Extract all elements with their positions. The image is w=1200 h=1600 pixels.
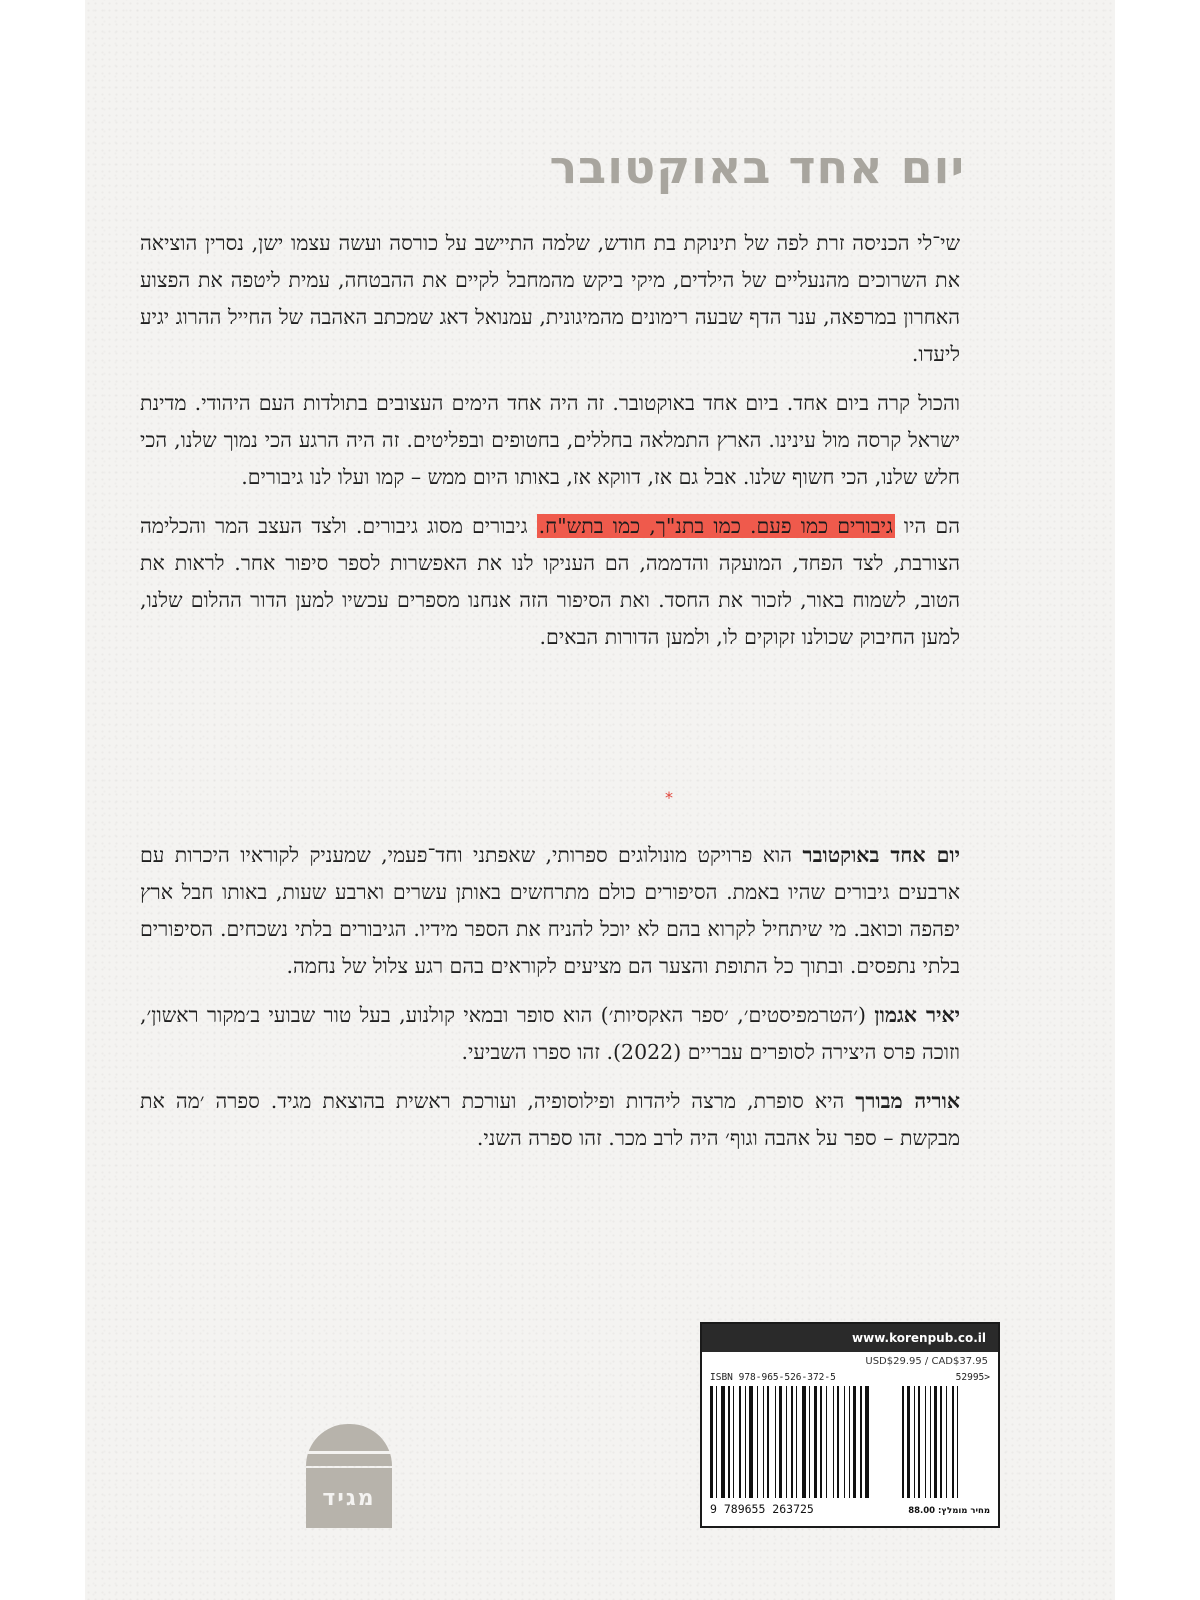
about-text <box>140 837 960 1169</box>
supplement-bar <box>952 1386 954 1498</box>
barcode-bar <box>721 1386 725 1498</box>
barcode-bar <box>820 1386 822 1498</box>
author-name-bold: יאיר אגמון <box>874 1003 960 1027</box>
editor-name-bold: אוריה מבורך <box>855 1089 960 1113</box>
barcode-bar <box>826 1386 827 1498</box>
isbn-label: ISBN 978-965-526-372-5 <box>710 1372 836 1383</box>
barcode-bar <box>853 1386 856 1498</box>
barcode-bar <box>860 1386 862 1498</box>
suggested-price: מחיר מומלץ: 88.00 <box>908 1506 990 1516</box>
author-bio-paragraph <box>140 997 960 1071</box>
barcode-bar <box>865 1386 869 1498</box>
supplement-bar <box>914 1386 915 1498</box>
barcode-bar <box>791 1386 793 1498</box>
supplement-bar <box>940 1386 942 1498</box>
publisher-logo <box>306 1424 392 1528</box>
logo-divider-line <box>306 1451 392 1454</box>
editor-bio-paragraph <box>140 1083 960 1157</box>
supplement-bar <box>902 1386 904 1498</box>
barcode-bar <box>739 1386 741 1498</box>
barcode-block <box>700 1322 1000 1528</box>
author-bio-rest: (׳הטרמפיסטים׳, ׳ספר האקסיות׳) הוא סופר ובמאי קולנוע, בעל טור שבועי ב׳מקור ראשון׳, וזוכה פרס היצירה לסופרים עבריים (2022). זהו ספרו השביעי. <box>140 1003 960 1064</box>
barcode-bar <box>786 1386 787 1498</box>
supplement-bar <box>946 1386 947 1498</box>
barcode-bar <box>749 1386 753 1498</box>
barcode-bar <box>849 1386 850 1498</box>
logo-dome-shape <box>306 1424 392 1466</box>
intro-paragraph-1: שי־לי הכניסה זרת לפה של תינוקת בת חודש, שלמה התיישב על כורסה ועשה עצמו ישן, נסרין הוציאה את השרוכים מהנעליים של הילדים, מיקי ביקש מהמחבל לקיים את ההבטחה, עמית ליטפה את הפצוע האחרון במרפאה, ענר הדף שבעה רימונים מהמיגונית, עמנואל דאג שמכתב האהבה של החייל ההרוג יגיע ליעדו. <box>140 231 960 366</box>
barcode-bar <box>775 1386 776 1498</box>
supplement-bar <box>957 1386 958 1498</box>
supplement-bar <box>930 1386 931 1498</box>
barcode-number: 9 789655 263725 <box>710 1502 814 1516</box>
barcode-bar <box>733 1386 734 1498</box>
barcode-bar <box>767 1386 769 1498</box>
barcode-bar <box>796 1386 797 1498</box>
highlighted-phrase: גיבורים כמו פעם. כמו בתנ"ך, כמו בתש"ח. <box>538 514 893 538</box>
barcode-bar <box>809 1386 810 1498</box>
barcode-bar <box>814 1386 817 1498</box>
supplement-bar <box>934 1386 937 1498</box>
barcode-bars <box>708 1386 992 1498</box>
barcode-bar <box>837 1386 839 1498</box>
barcode-bar <box>844 1386 845 1498</box>
separator-asterisk: * <box>665 788 673 807</box>
intro-paragraph-3 <box>140 508 960 656</box>
intro-paragraph-2: והכול קרה ביום אחד. ביום אחד באוקטובר. זה היה אחד הימים העצובים בתולדות העם היהודי. מדינת ישראל קרסה מול עינינו. הארץ התמלאה בחללים, בחטופים ובפליטים. זה היה הרגע הכי נמוך שלנו, הכי חלש שלנו, הכי חשוף שלנו. אבל גם אז, דווקא אז, באותו היום ממש – קמו ועלו לנו גיבורים. <box>140 391 960 489</box>
logo-base <box>306 1468 392 1528</box>
barcode-bar <box>833 1386 834 1498</box>
supplement-bar <box>918 1386 920 1498</box>
price-label: USD$29.95 / CAD$37.95 <box>865 1356 988 1367</box>
book-name-bold: יום אחד באוקטובר <box>802 843 960 867</box>
intro-paragraph-3-rest: גיבורים מסוג גיבורים. ולצד העצב המר והכלימה הצורבת, לצד הפחד, המועקה והדממה, הם העניקו לנו את האפשרות לספר סיפור אחר. לראות את הטוב, לשמוח באור, לזכור את החסד. ואת הסיפור הזה אנחנו מספרים עכשיו למען הדור ההלום שלנו, למען החיבוק שכולנו זקוקים לו, ולמען הדורות הבאים. <box>140 514 960 649</box>
barcode-bar <box>710 1386 713 1498</box>
barcode-bar <box>757 1386 758 1498</box>
about-book-rest: הוא פרויקט מונולוגים ספרותי, שאפתני וחד־פעמי, שמעניק לקוראיו היכרות עם ארבעים גיבורים שהיו באמת. הסיפורים כולם מתרחשים באותן עשרים וארבע שעות, באותו חבל ארץ יפהפה וכואב. מי שיתחיל לקרוא בהם לא יוכל להניח את הספר מידיו. הגיבורים בלתי נשכחים. הסיפורים בלתי נתפסים. ובתוך כל התופת והצער הם מציעים לקוראים בהם רגע צלול של נחמה. <box>140 843 960 978</box>
barcode-bar <box>716 1386 717 1498</box>
about-book-paragraph <box>140 837 960 985</box>
barcode-bar <box>745 1386 746 1498</box>
isbn-row <box>710 1372 990 1383</box>
book-title: יום אחד באוקטובר <box>549 140 965 194</box>
intro-paragraph-3-start: הם היו <box>894 514 960 538</box>
supplement-bar <box>925 1386 926 1498</box>
price-supplement-code: 52995> <box>955 1372 990 1383</box>
intro-text <box>140 225 960 668</box>
barcode-bar <box>728 1386 730 1498</box>
barcode-bar <box>779 1386 782 1498</box>
editor-bio-rest: היא סופרת, מרצה ליהדות ופילוסופיה, ועורכת ראשית בהוצאת מגיד. ספרה ׳מה את מבקשת – ספר על אהבה וגוף׳ היה לרב מכר. זהו ספרה השני. <box>140 1089 960 1150</box>
publisher-url: www.korenpub.co.il <box>702 1324 998 1352</box>
barcode-graphic <box>708 1386 992 1498</box>
barcode-bar <box>802 1386 806 1498</box>
supplement-bar <box>907 1386 910 1498</box>
publisher-logo-text: מגיד <box>322 1485 376 1511</box>
barcode-bar <box>763 1386 764 1498</box>
